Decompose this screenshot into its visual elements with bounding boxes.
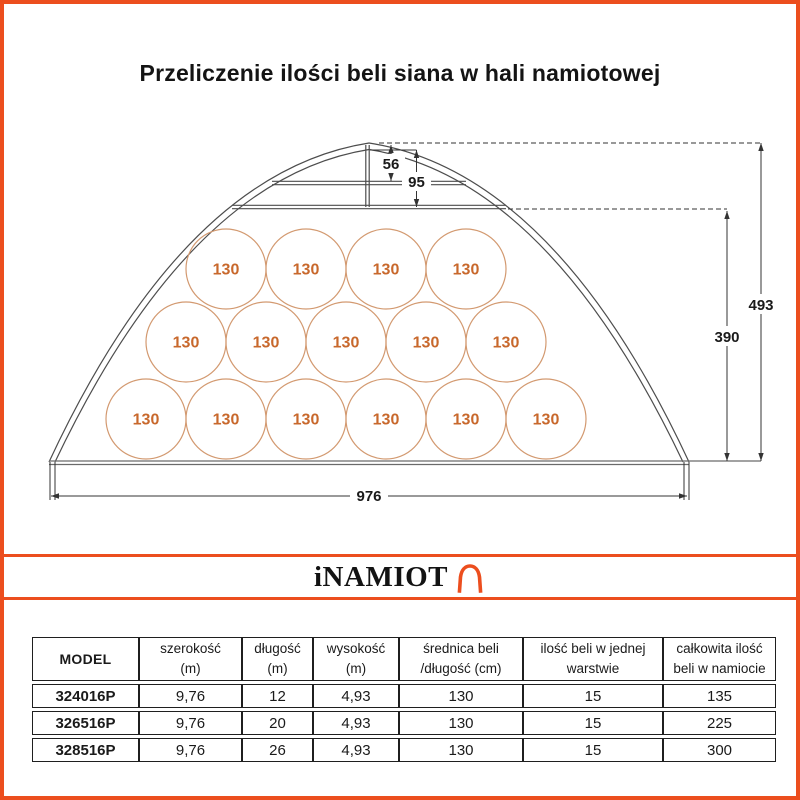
model-cell: 324016P — [32, 684, 139, 708]
logo-band — [4, 554, 796, 600]
value-cell: 9,76 — [139, 738, 242, 762]
bale-label: 130 — [212, 411, 240, 429]
tent-diagram — [4, 116, 800, 518]
value-cell: 300 — [663, 738, 776, 762]
value-cell: 225 — [663, 711, 776, 735]
table-header-row — [32, 637, 776, 681]
value-cell: 15 — [523, 684, 663, 708]
bale-label: 130 — [372, 261, 400, 279]
value-cell: 26 — [242, 738, 313, 762]
bale-label: 130 — [492, 334, 520, 352]
tent-arch-icon — [454, 562, 486, 593]
bale-label: 130 — [252, 334, 280, 352]
bale-label: 130 — [372, 411, 400, 429]
value-cell: 4,93 — [313, 684, 399, 708]
col-header-model: MODEL — [32, 637, 139, 681]
dim-976-label: 976 — [356, 488, 382, 505]
value-cell: 130 — [399, 684, 523, 708]
value-cell: 9,76 — [139, 711, 242, 735]
dim-95-label: 95 — [408, 174, 425, 191]
value-cell: 20 — [242, 711, 313, 735]
base-ext-right — [684, 462, 689, 500]
model-cell: 326516P — [32, 711, 139, 735]
dimension-lines — [50, 143, 761, 500]
dim-390-label: 390 — [714, 329, 740, 346]
col-header-dlugosc: długość (m) — [242, 637, 313, 681]
bale-label: 130 — [452, 411, 480, 429]
table-row — [32, 684, 776, 708]
bales-group — [106, 229, 586, 459]
logo-text: iNAMIOT — [314, 560, 448, 593]
ground-line — [49, 461, 761, 465]
dim-56-label: 56 — [382, 156, 400, 173]
value-cell: 130 — [399, 738, 523, 762]
value-cell: 15 — [523, 738, 663, 762]
bale-label: 130 — [412, 334, 440, 352]
center-pole — [366, 145, 369, 207]
spec-table — [32, 634, 776, 765]
dim-493-label: 493 — [748, 297, 774, 314]
col-header-ilosc-warstwa: ilość beli w jednej warstwie — [523, 637, 663, 681]
bale-label: 130 — [452, 261, 480, 279]
bale-label: 130 — [292, 411, 320, 429]
dimension-arrows — [51, 143, 764, 499]
bale-label: 130 — [532, 411, 560, 429]
col-header-calkowita: całkowita ilość beli w namiocie — [663, 637, 776, 681]
table-row — [32, 738, 776, 762]
page-title: Przeliczenie ilości beli siana w hali namiotowej — [139, 60, 661, 86]
bale-label: 130 — [132, 411, 160, 429]
base-ext-left — [50, 462, 55, 500]
col-header-szerokosc: szerokość (m) — [139, 637, 242, 681]
table-row — [32, 711, 776, 735]
model-cell: 328516P — [32, 738, 139, 762]
value-cell: 130 — [399, 711, 523, 735]
value-cell: 135 — [663, 684, 776, 708]
bale-label: 130 — [292, 261, 320, 279]
value-cell: 12 — [242, 684, 313, 708]
value-cell: 4,93 — [313, 711, 399, 735]
bale-label: 130 — [212, 261, 240, 279]
value-cell: 9,76 — [139, 684, 242, 708]
col-header-srednica: średnica beli /długość (cm) — [399, 637, 523, 681]
bale-label: 130 — [172, 334, 200, 352]
value-cell: 4,93 — [313, 738, 399, 762]
col-header-wysokosc: wysokość (m) — [313, 637, 399, 681]
value-cell: 15 — [523, 711, 663, 735]
bale-label: 130 — [332, 334, 360, 352]
